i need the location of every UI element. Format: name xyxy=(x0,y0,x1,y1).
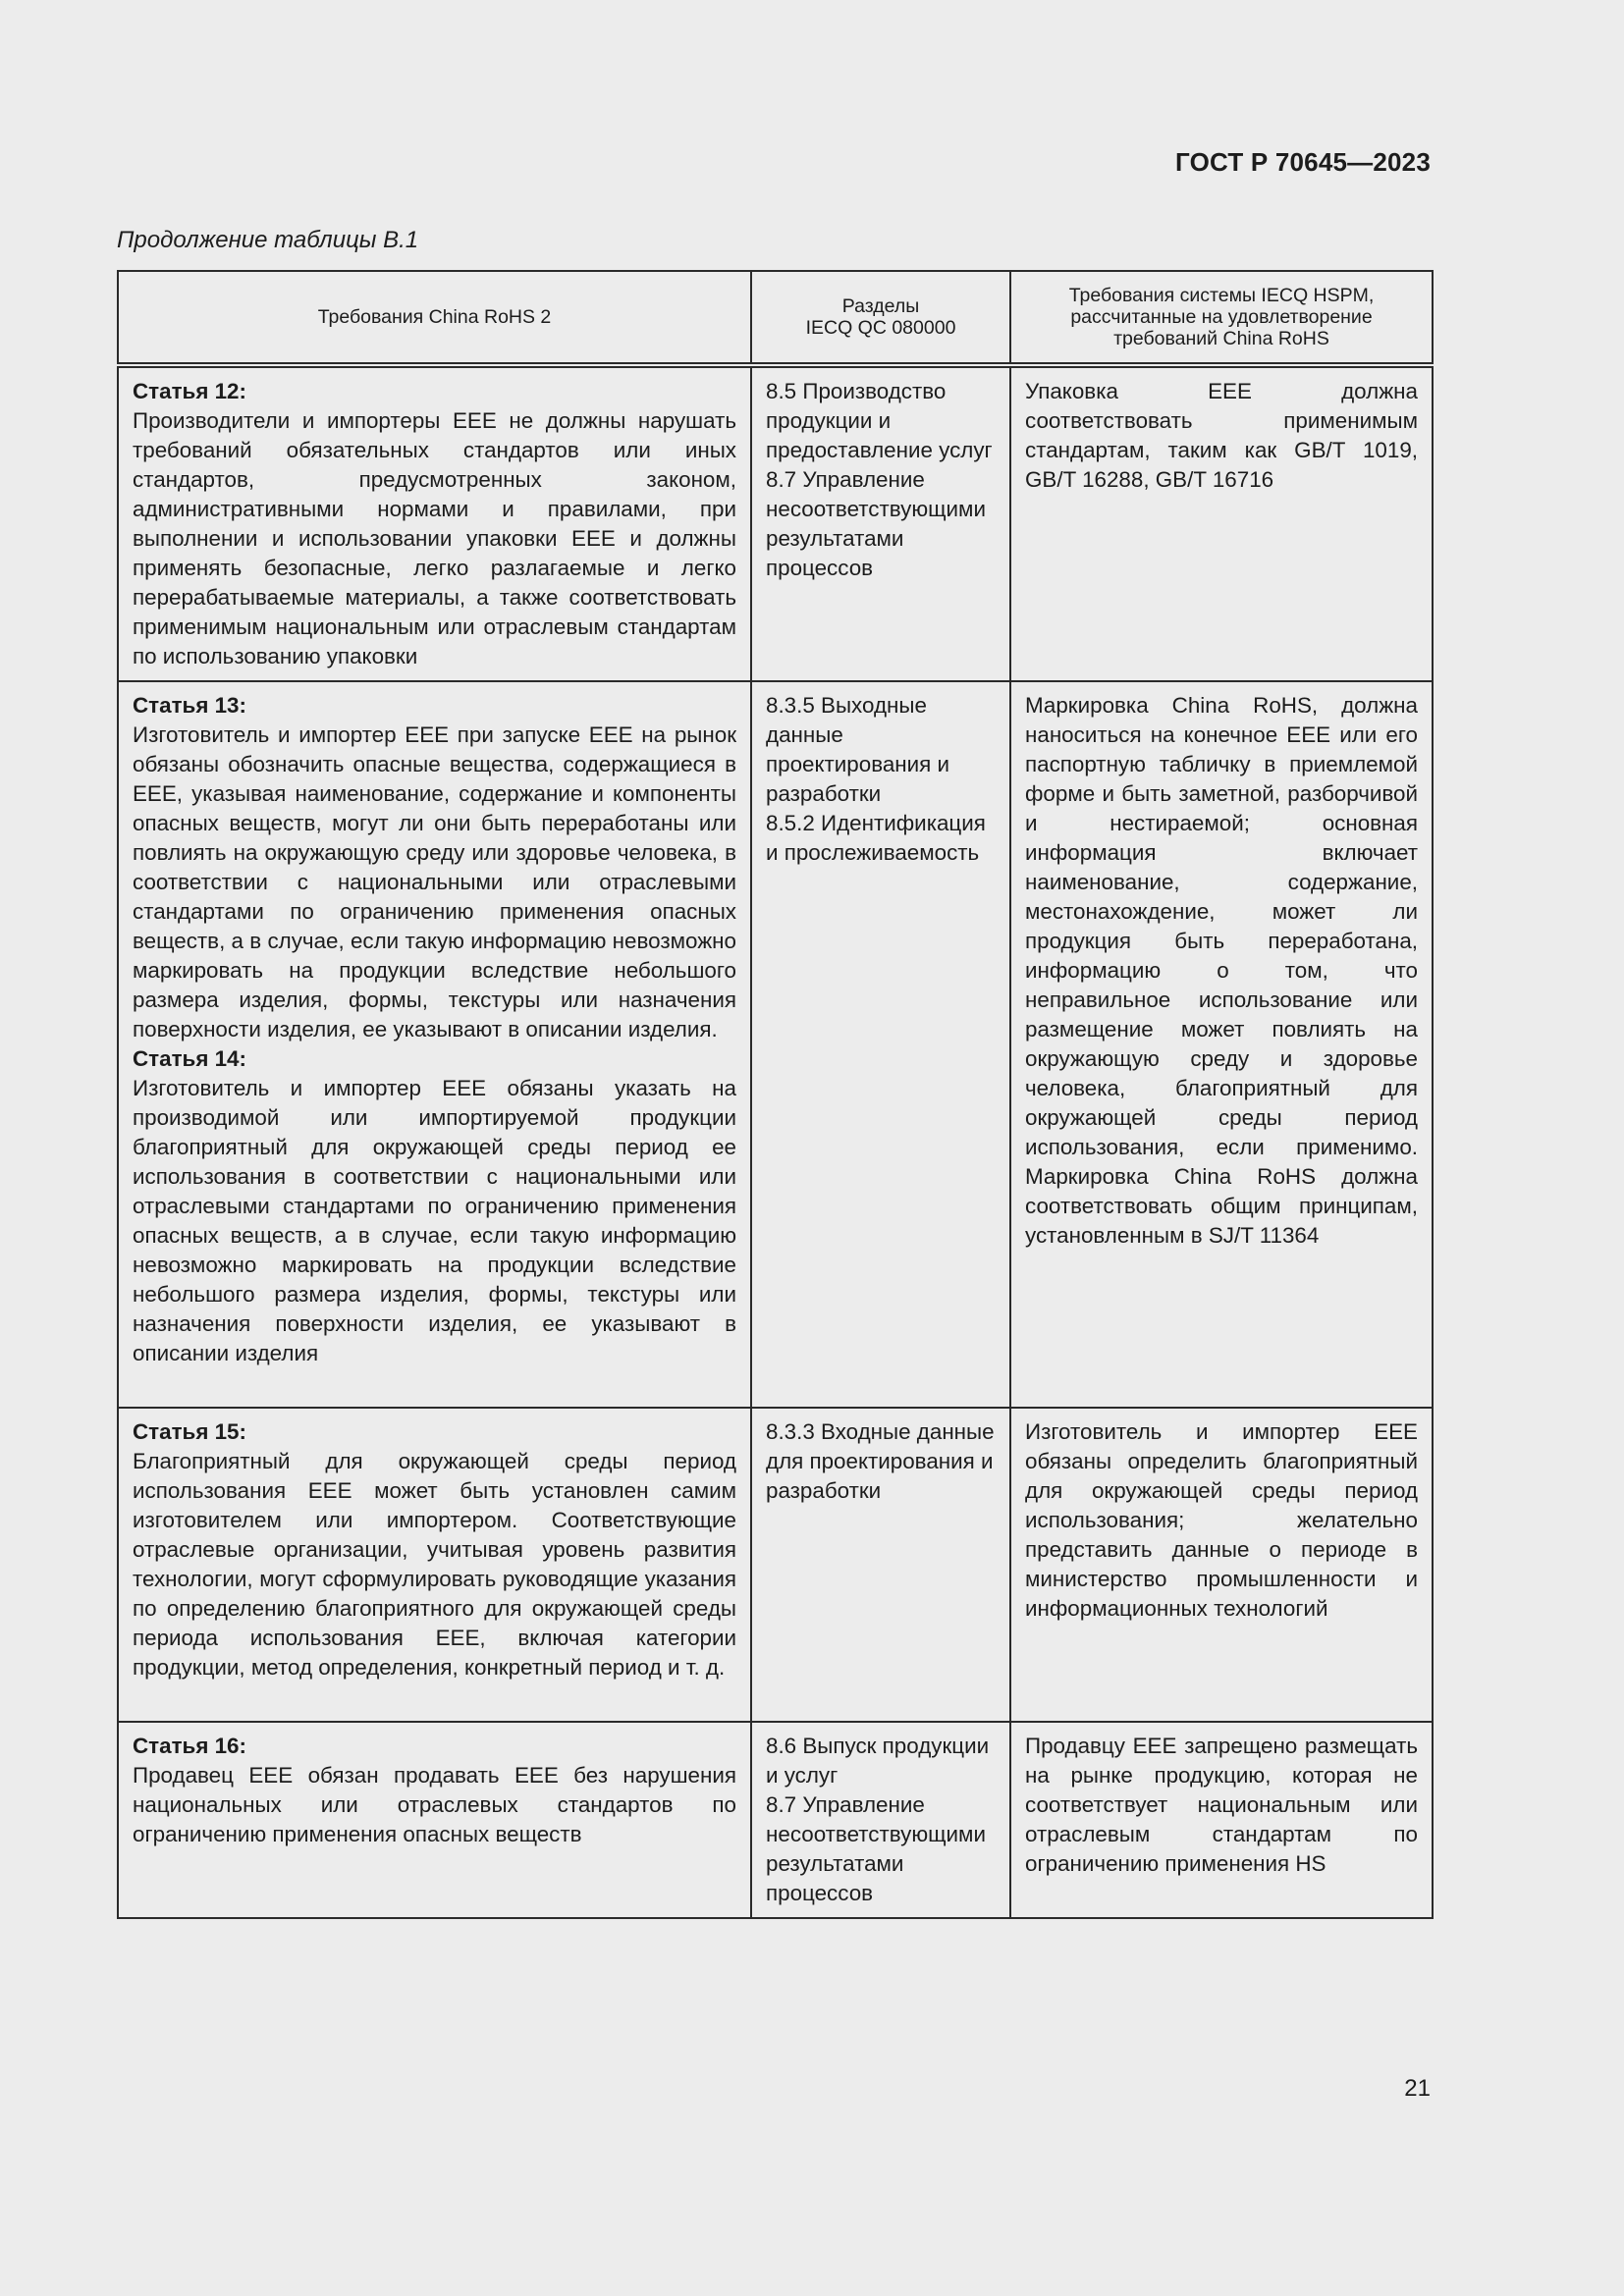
column-header-line: Требования системы IECQ HSPM, xyxy=(1068,285,1375,306)
cell-hspm xyxy=(1010,1408,1433,1722)
cell-hspm xyxy=(1010,365,1433,681)
column-header-hspm-requirements xyxy=(1010,271,1433,365)
column-header-line: рассчитанные на удовлетворение xyxy=(1070,306,1373,328)
table-row xyxy=(118,365,1433,681)
column-header-line: требований China RoHS xyxy=(1113,328,1329,349)
article-text: Производители и импортеры ЕЕЕ не должны нарушать требований обязательных стандартов или иных стандартов, предусмотренных законом, административными нормами и правилами, при выполнении и использовании упаковки ЕЕЕ и должны применять безопасные, легко разлагаемые и легко перерабатываемые материалы, а также соответствовать применимым национальным или отраслевым стандартам по использованию упаковки xyxy=(133,408,736,668)
hspm-text: Продавцу ЕЕЕ запрещено размещать на рынке продукцию, которая не соответствует национальным или отраслевым стандартам по ограничению применения HS xyxy=(1025,1734,1418,1876)
column-header-china-rohs xyxy=(118,271,751,365)
cell-sections xyxy=(751,1408,1010,1722)
hspm-text: Изготовитель и импортер ЕЕЕ обязаны определить благоприятный для окружающей среды период использования; желательно представить данные о периоде в министерство промышленности и информационных технологий xyxy=(1025,1419,1418,1621)
table-header-row xyxy=(118,271,1433,365)
cell-hspm xyxy=(1010,681,1433,1408)
cell-requirement xyxy=(118,681,751,1408)
cell-sections xyxy=(751,681,1010,1408)
cell-sections xyxy=(751,1722,1010,1918)
article-text: Изготовитель и импортер ЕЕЕ при запуске ЕЕЕ на рынок обязаны обозначить опасные вещества, содержащиеся в ЕЕЕ, указывая наименование, содержание и компоненты опасных веществ, могут ли они быть переработаны или повлиять на окружающую среду или здоровье человека, в соответствии с национальными или отраслевыми стандартами по ограничению применения опасных веществ, а в случае, если такую информацию невозможно маркировать на продукции вследствие небольшого размера изделия, формы, текстуры или назначения поверхности изделия, ее указывают в описании изделия. xyxy=(133,722,736,1041)
section-ref: 8.5 Производство продукции и предоставление услуг xyxy=(766,379,993,462)
cell-hspm xyxy=(1010,1722,1433,1918)
column-header-line: Требования China RoHS 2 xyxy=(317,306,552,328)
table-caption: Продолжение таблицы В.1 xyxy=(117,227,419,253)
cell-requirement xyxy=(118,365,751,681)
article-text: Продавец ЕЕЕ обязан продавать ЕЕЕ без нарушения национальных или отраслевых стандартов по ограничению применения опасных веществ xyxy=(133,1763,736,1846)
article-text: Благоприятный для окружающей среды период использования ЕЕЕ может быть установлен самим изготовителем или импортером. Соответствующие отраслевые организации, учитывая уровень развития технологии, могут сформулировать руководящие указания по определению благоприятного для окружающей среды периода использования ЕЕЕ, включая категории продукции, метод определения, конкретный период и т. д. xyxy=(133,1449,736,1680)
column-header-iecq-sections xyxy=(751,271,1010,365)
table-row xyxy=(118,1722,1433,1918)
cell-requirement xyxy=(118,1408,751,1722)
article-title: Статья 12: xyxy=(133,379,246,403)
table-row xyxy=(118,1408,1433,1722)
table-row xyxy=(118,681,1433,1408)
article-text: Изготовитель и импортер ЕЕЕ обязаны указать на производимой или импортируемой продукции благоприятный для окружающей среды период ее использования в соответствии с национальными или отраслевыми стандартами по ограничению применения опасных веществ, а в случае, если такую информацию невозможно маркировать на продукции вследствие небольшого размера изделия, формы, текстуры или назначения поверхности изделия, ее указывают в описании изделия xyxy=(133,1076,736,1365)
section-ref: 8.7 Управление несоответствующими результатами процессов xyxy=(766,1792,986,1905)
hspm-text: Маркировка China RoHS, должна наноситься на конечное ЕЕЕ или его паспортную табличку в приемлемой форме и быть заметной, разборчивой и нестираемой; основная информация включает наименование, содержание, местонахождение, может ли продукция быть переработана, информацию о том, что неправильное использование или размещение может повлиять на окружающую среду и здоровье человека, благоприятный для окружающей среды период использования, если применимо. Маркировка China RoHS должна соответствовать общим принципам, установленным в SJ/T 11364 xyxy=(1025,693,1418,1248)
section-ref: 8.5.2 Идентификация и прослеживаемость xyxy=(766,811,986,865)
cell-requirement xyxy=(118,1722,751,1918)
requirements-table xyxy=(117,270,1434,1919)
article-title: Статья 13: xyxy=(133,693,246,718)
column-header-line: Разделы xyxy=(841,295,920,317)
article-title: Статья 16: xyxy=(133,1734,246,1758)
article-title: Статья 15: xyxy=(133,1419,246,1444)
section-ref: 8.3.5 Выходные данные проектирования и разработки xyxy=(766,693,950,806)
section-ref: 8.7 Управление несоответствующими результатами процессов xyxy=(766,467,986,580)
page-number: 21 xyxy=(1404,2075,1431,2102)
section-ref: 8.3.3 Входные данные для проектирования и разработки xyxy=(766,1419,995,1503)
column-header-line: IECQ QC 080000 xyxy=(805,317,956,339)
article-title: Статья 14: xyxy=(133,1046,246,1071)
section-ref: 8.6 Выпуск продукции и услуг xyxy=(766,1734,990,1788)
hspm-text: Упаковка ЕЕЕ должна соответствовать применимым стандартам, таким как GB/T 1019, GB/T 16288, GB/T 16716 xyxy=(1025,379,1418,492)
standard-designation: ГОСТ Р 70645—2023 xyxy=(1175,147,1431,177)
cell-sections xyxy=(751,365,1010,681)
